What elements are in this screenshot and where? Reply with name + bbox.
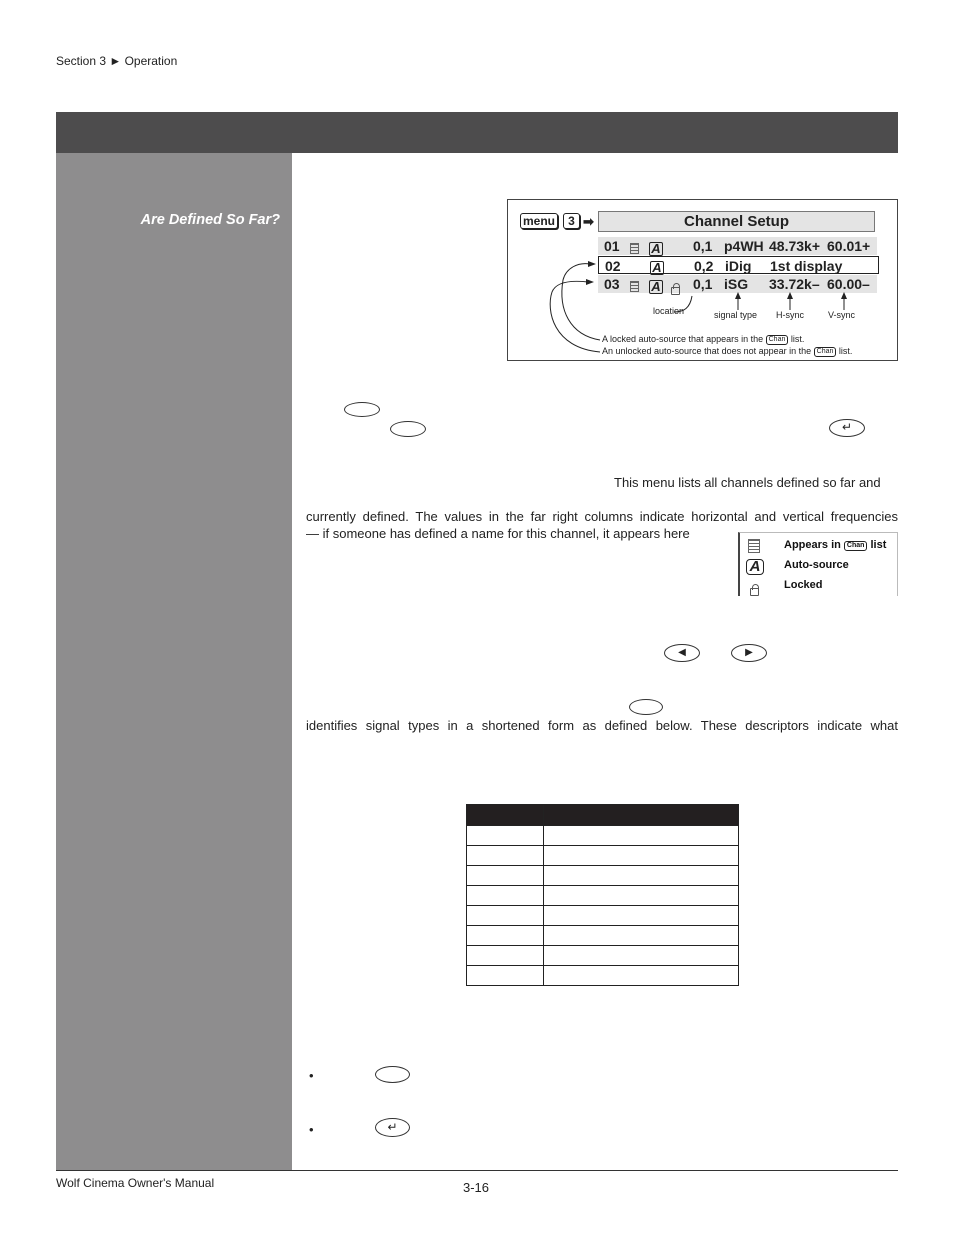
channel-number: 03: [604, 276, 620, 292]
key-button-icon: [390, 421, 426, 437]
channel-name: 1st display: [770, 258, 843, 274]
legend-auto: Auto-source: [784, 559, 849, 571]
key-button-icon: [629, 699, 663, 715]
legend-appears: Appears in Chan list: [784, 539, 887, 551]
sidebar-heading: Are Defined So Far?: [140, 212, 280, 228]
section-title-bar: [56, 112, 898, 153]
v-sync-value: 60.01+: [827, 238, 871, 254]
paragraph-text: identifies signal types in a shortened form as defined below. These descriptors indicate what: [306, 718, 898, 733]
key-button-icon: [344, 402, 380, 417]
footer-divider: [56, 1170, 898, 1171]
signal-type: p4WH: [724, 238, 764, 254]
unlocked-pointer-line: [550, 281, 600, 352]
table-row: [467, 886, 739, 906]
paragraph-text: — if someone has defined a name for this channel, it appears here: [306, 526, 690, 541]
v-sync-value: 60.00–: [827, 276, 870, 292]
locked-note: A locked auto-source that appears in the Chan list.: [602, 334, 805, 344]
arrow-right-icon: ➡: [583, 214, 594, 229]
menu-key: menu: [520, 213, 558, 229]
icon-legend: [738, 532, 898, 596]
signal-type-label: signal type: [714, 310, 758, 320]
channel-setup-figure: [507, 199, 898, 361]
auto-source-icon: A: [746, 558, 764, 576]
location-label: location: [653, 306, 685, 316]
locked-pointer-line: [562, 264, 600, 340]
list-icon: [748, 539, 760, 558]
unlocked-note: An unlocked auto-source that does not appear in the Chan list.: [602, 346, 853, 356]
table-row: [467, 946, 739, 966]
auto-source-icon: A: [649, 277, 663, 295]
chan-key: Chan: [814, 347, 837, 357]
enter-key-icon: ↵: [375, 1118, 410, 1137]
menu-title: Channel Setup: [598, 211, 875, 232]
bullet: •: [309, 1068, 314, 1083]
legend-locked: Locked: [784, 579, 823, 591]
arrowhead: [841, 292, 847, 299]
lock-icon: [750, 583, 759, 601]
number-key: 3: [563, 213, 580, 229]
table-row: [467, 966, 739, 986]
table-row: [467, 826, 739, 846]
h-sync-value: 48.73k+: [769, 238, 820, 254]
channel-location: 0,2: [694, 258, 714, 274]
channel-number: 01: [604, 238, 620, 254]
arrowhead: [735, 292, 741, 299]
signal-type: iDig: [725, 258, 752, 274]
bullet: •: [309, 1122, 314, 1137]
chan-key: Chan: [766, 335, 789, 345]
channel-number: 02: [605, 258, 621, 274]
h-sync-value: 33.72k–: [769, 276, 820, 292]
enter-key-icon: ↵: [829, 419, 865, 437]
sidebar-panel: [56, 153, 292, 1170]
key-button-icon: [375, 1066, 410, 1083]
auto-source-icon: A: [650, 258, 664, 276]
paragraph-text: currently defined. The values in the far right columns indicate horizontal and vertical frequencies: [306, 509, 898, 524]
arrowhead: [588, 261, 596, 267]
right-arrow-key-icon: ▶: [731, 644, 767, 662]
auto-source-icon: A: [649, 239, 663, 257]
channel-location: 0,1: [693, 276, 713, 292]
table-row: [467, 846, 739, 866]
table-row: [467, 926, 739, 946]
left-arrow-key-icon: ◀: [664, 644, 700, 662]
page-number: 3-16: [463, 1180, 490, 1195]
table-row: [467, 866, 739, 886]
table-row: [467, 906, 739, 926]
v-sync-label: V-sync: [828, 310, 856, 320]
signal-type: iSG: [724, 276, 749, 292]
footer-manual-title: Wolf Cinema Owner's Manual: [56, 1176, 215, 1190]
channel-location: 0,1: [693, 238, 713, 254]
signal-type-table: [466, 804, 739, 986]
arrowhead: [787, 292, 793, 299]
h-sync-label: H-sync: [776, 310, 805, 320]
breadcrumb: Section 3 ► Operation: [56, 54, 178, 68]
arrowhead: [586, 279, 594, 285]
paragraph-text: This menu lists all channels defined so far and: [614, 475, 881, 490]
chan-key: Chan: [844, 541, 868, 551]
table-header-row: [467, 805, 739, 826]
